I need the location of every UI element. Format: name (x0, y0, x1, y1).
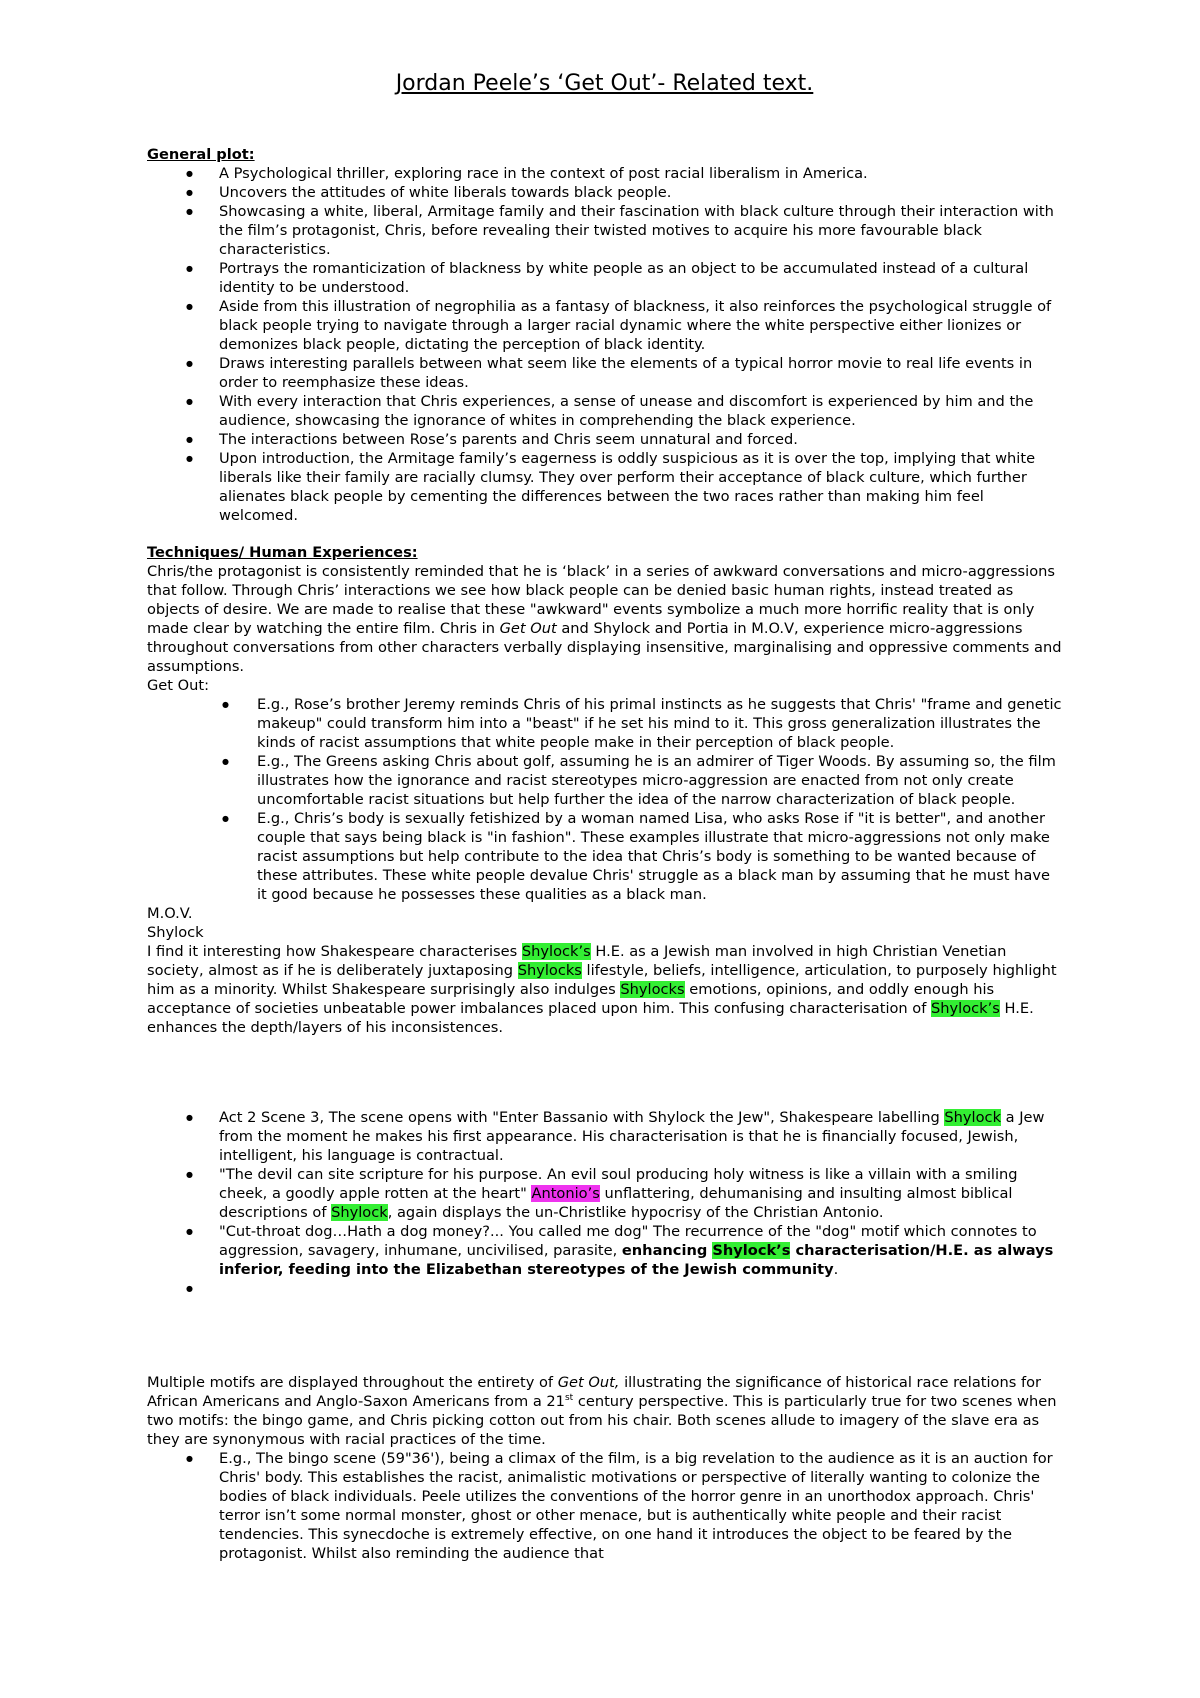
highlight-shylock: Shylock (944, 1109, 1002, 1126)
text-run: . (833, 1261, 839, 1278)
list-item: ● E.g., Chris’s body is sexually fetishized by a woman named Lisa, who asks Rose if "it is better", and another couple that says being black is "in fashion". These examples illustrate that micro-aggressions not only make racist assumptions but help contribute to the idea that Chris’s body is something to be wanted because of these attributes. These white people devalue Chris' struggle as a black man by assuming that he must have it good because he possesses these qualities as a black man. (147, 809, 1062, 904)
list-item (147, 1222, 1062, 1279)
motifs-paragraph (147, 1373, 1062, 1449)
get-out-list (147, 695, 1062, 904)
list-item: ● Aside from this illustration of negrophilia as a fantasy of blackness, it also reinforces the psychological struggle of black people trying to navigate through a larger racial dynamic where the white perspective either lionizes or demonizes black people, dictating the perception of black identity. (147, 297, 1062, 354)
document-title: Jordan Peele’s ‘Get Out’- Related text. (395, 71, 814, 96)
text-run: Act 2 Scene 3, The scene opens with "Enter Bassanio with Shylock the Jew", Shakespeare labelling (219, 1109, 945, 1126)
text-run: "The devil can site scripture for his purpose. An evil soul producing holy witness is like a villain with a smiling cheek, a goodly apple rotten at the heart" (219, 1166, 1018, 1202)
general-plot-heading: General plot: (147, 146, 255, 163)
shylock-label: Shylock (147, 924, 204, 941)
bold-run: characterisation/H.E. as always inferior, feeding into the Elizabethan stereotypes of the Jewish community (219, 1242, 1054, 1278)
mov-label: M.O.V. (147, 905, 193, 922)
text-run: century perspective. This is particularly true for two scenes when two motifs: the bingo game, and Chris picking cotton out from his chair. Both scenes allude to imagery of the slave era as they are synonymous with racial practices of the time. (147, 1393, 1057, 1448)
highlight-shylock: Shylock’s (931, 1000, 1000, 1017)
italic-run: Get Out, (557, 1374, 620, 1391)
text-run: illustrating the significance of historical race relations for African Americans and Anglo-Saxon Americans from a 21 (147, 1374, 1042, 1410)
text-run: H.E. as a Jewish man involved in high Christian Venetian society, almost as if he is deliberately juxtaposing (147, 943, 1007, 979)
motifs-section (147, 1373, 1062, 1563)
list-item (147, 1165, 1062, 1222)
motifs-list (147, 1449, 1062, 1563)
highlight-antonio: Antonio’s (531, 1185, 600, 1202)
mov-list (147, 1108, 1062, 1298)
list-item: ● Draws interesting parallels between what seem like the elements of a typical horror movie to real life events in order to reemphasize these ideas. (147, 354, 1062, 392)
text-run: "Cut-throat dog…Hath a dog money?... You called me dog" The recurrence of the "dog" motif which connotes to aggression, savagery, inhumane, uncivilised, parasite, (219, 1223, 1037, 1259)
list-item (147, 1108, 1062, 1165)
highlight-shylock: Shylocks (517, 962, 582, 979)
list-item: ● Showcasing a white, liberal, Armitage family and their fascination with black culture through their interaction with the film’s protagonist, Chris, before revealing their twisted motives to acquire his more favourable black characteristics. (147, 202, 1062, 259)
list-item: ● Portrays the romanticization of blackness by white people as an object to be accumulated instead of a cultural identity to be understood. (147, 259, 1062, 297)
list-item: ● E.g., Rose’s brother Jeremy reminds Chris of his primal instincts as he suggests that Chris' "frame and genetic makeup" could transform him into a "beast" if he set his mind to it. This gross generalization illustrates the kinds of racist assumptions that white people make in their perception of black people. (147, 695, 1062, 752)
techniques-section (147, 543, 1062, 1037)
shylock-paragraph (147, 942, 1062, 1037)
text-run: unflattering, dehumanising and insulting almost biblical descriptions of (219, 1185, 1013, 1221)
list-item: ● A Psychological thriller, exploring race in the context of post racial liberalism in America. (147, 164, 1062, 183)
highlight-shylock: Shylock’s (521, 943, 591, 960)
superscript: st (564, 1393, 574, 1404)
highlight-shylock: Shylock’s (712, 1242, 791, 1259)
list-item: ● Uncovers the attitudes of white liberals towards black people. (147, 183, 1062, 202)
list-item: ● Upon introduction, the Armitage family’s eagerness is oddly suspicious as it is over the top, implying that white liberals like their family are racially clumsy. They over perform their acceptance of black culture, which further alienates black people by cementing the differences between the two races rather than making him feel welcomed. (147, 449, 1062, 525)
text-run: Chris/the protagonist is consistently reminded that he is ‘black’ in a series of awkward conversations and micro-aggressions that follow. Through Chris’ interactions we see how black people can be denied basic human rights, instead treated as objects of desire. We are made to realise that these "awkward" events symbolize a much more horrific reality that is only made clear by watching the entire film. Chris in (147, 563, 1055, 637)
list-item: ● The interactions between Rose’s parents and Chris seem unnatural and forced. (147, 430, 1062, 449)
highlight-shylock: Shylocks (620, 981, 685, 998)
bold-run: enhancing (621, 1242, 713, 1259)
text-run: and Shylock and Portia in M.O.V, experience micro-aggressions throughout conversations from other characters verbally displaying insensitive, marginalising and oppressive comments and assumptions. (147, 620, 1062, 675)
text-run: lifestyle, beliefs, intelligence, articulation, to purposely highlight him as a minority. Whilst Shakespeare surprisingly also indulges (147, 962, 1057, 998)
empty-list-item (147, 1279, 1062, 1298)
techniques-heading: Techniques/ Human Experiences: (147, 544, 418, 561)
text-run: a Jew from the moment he makes his first appearance. His characterisation is that he is financially focused, Jewish, intelligent, his language is contractual. (219, 1109, 1045, 1164)
italic-run: Get Out (499, 620, 557, 637)
text-run: , again displays the un-Christlike hypocrisy of the Christian Antonio. (387, 1204, 884, 1221)
techniques-paragraph (147, 562, 1062, 676)
text-run: Multiple motifs are displayed throughout the entirety of (147, 1374, 558, 1391)
highlight-shylock: Shylock (331, 1204, 388, 1221)
text-run: emotions, opinions, and oddly enough his acceptance of societies unbeatable power imbalances placed upon him. This confusing characterisation of (147, 981, 995, 1017)
general-plot-section (147, 145, 1062, 525)
mov-section (147, 1108, 1062, 1298)
list-item: ● E.g., The bingo scene (59"36'), being a climax of the film, is a big revelation to the audience as it is an auction for Chris' body. This establishes the racist, animalistic motivations or perspective of literally wanting to colonize the bodies of black individuals. Peele utilizes the conventions of the horror genre in an unorthodox approach. Chris' terror isn’t some normal monster, ghost or other menace, but is authentically white people and their racist tendencies. This synecdoche is extremely effective, on one hand it introduces the object to be feared by the protagonist. Whilst also reminding the audience that (147, 1449, 1062, 1563)
general-plot-list (147, 164, 1062, 525)
text-run: H.E. enhances the depth/layers of his inconsistences. (147, 1000, 1034, 1036)
text-run: I find it interesting how Shakespeare characterises (147, 943, 522, 960)
list-item: ● E.g., The Greens asking Chris about golf, assuming he is an admirer of Tiger Woods. By assuming so, the film illustrates how the ignorance and racist stereotypes micro-aggression are enacted from not only create uncomfortable racist situations but help further the idea of the narrow characterization of black people. (147, 752, 1062, 809)
list-item: ● With every interaction that Chris experiences, a sense of unease and discomfort is experienced by him and the audience, showcasing the ignorance of whites in comprehending the black experience. (147, 392, 1062, 430)
get-out-label: Get Out: (147, 677, 210, 694)
